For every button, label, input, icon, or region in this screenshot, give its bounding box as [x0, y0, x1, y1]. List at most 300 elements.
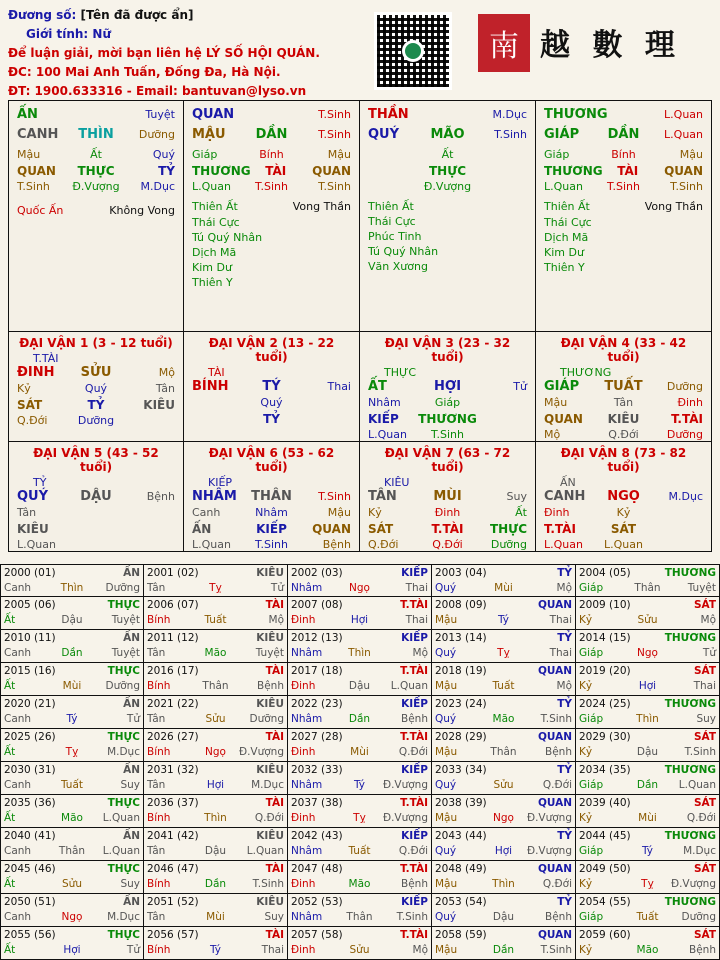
year-branch: Tý: [66, 713, 78, 725]
year-state: Thai: [405, 582, 428, 594]
year-cell[interactable]: [432, 762, 576, 795]
hidden-stem: Nhâm: [255, 506, 288, 519]
year-cell[interactable]: [144, 861, 288, 894]
year-stem: Mậu: [435, 746, 458, 758]
hidden-state: Bệnh: [322, 538, 351, 551]
year-state: Q.Đới: [686, 812, 716, 824]
contact-line-1: Để luận giải, mời bạn liên hệ LÝ SỐ HỘI QUÁN.: [8, 46, 320, 60]
year-state: Tử: [126, 713, 140, 725]
year-god: TÀI: [265, 665, 284, 677]
year-cell[interactable]: [288, 597, 432, 630]
daivan-god-top: TÀI: [208, 366, 225, 379]
hidden-stem: Mậu: [679, 148, 703, 161]
year-cell[interactable]: [432, 894, 576, 927]
hidden-god: THỰC: [489, 522, 527, 536]
hidden-state: [474, 427, 527, 443]
year-cell[interactable]: [144, 795, 288, 828]
hidden-god: ẤN: [192, 522, 212, 536]
year-god: TỶ: [557, 830, 572, 842]
year-branch: Tý: [497, 614, 509, 626]
hidden-stem: Giáp: [434, 396, 461, 409]
daivan-title: ĐẠI VẬN 5 (43 - 52 tuổi): [33, 446, 159, 474]
year-branch: Ngọ: [349, 582, 370, 594]
hidden-state: Đ.Vượng: [72, 180, 120, 193]
hidden-god: TỶ: [263, 412, 280, 426]
hidden-stem: [474, 395, 527, 411]
hidden-god: [474, 163, 527, 179]
hidden-state: [70, 537, 123, 553]
year-state: Đ.Vượng: [382, 779, 428, 791]
year-cell[interactable]: [576, 795, 720, 828]
hidden-stem: Quý: [84, 382, 108, 395]
hidden-stem: Bính: [611, 148, 636, 161]
pillar-state: T.Sinh: [318, 128, 351, 141]
star-item: Kim Dư: [192, 261, 232, 274]
year-label: 2048 (49): [435, 863, 487, 875]
year-state: Q.Đới: [254, 812, 284, 824]
hidden-state: T.Sinh: [255, 538, 288, 551]
year-god: T.TÀI: [400, 929, 428, 941]
hidden-stem: Quý: [152, 148, 175, 161]
year-cell[interactable]: [432, 927, 576, 960]
year-label: 2044 (45): [579, 830, 631, 842]
year-cell[interactable]: [0, 729, 144, 762]
pillar-day: [184, 100, 360, 332]
year-cell[interactable]: [0, 861, 144, 894]
hidden-god: T.TÀI: [431, 522, 464, 536]
hidden-god: KIẾP: [368, 412, 399, 426]
year-cell[interactable]: [432, 795, 576, 828]
year-label: 2056 (57): [147, 929, 199, 941]
year-state: Q.Đới: [398, 845, 428, 857]
year-state: L.Quan: [390, 680, 428, 692]
year-branch: Dần: [204, 878, 227, 890]
pillar-branch: MÃO: [430, 127, 465, 142]
year-stem: Kỷ: [579, 680, 593, 692]
year-state: Mộ: [412, 944, 428, 956]
year-god: ẤN: [123, 896, 140, 908]
year-stem: Nhâm: [291, 713, 323, 725]
year-label: 2021 (22): [147, 698, 199, 710]
year-god: THỰC: [107, 731, 140, 743]
year-branch: Thân: [634, 582, 661, 594]
year-branch: Sửu: [62, 878, 82, 890]
year-cell[interactable]: [432, 630, 576, 663]
year-label: 2058 (59): [435, 929, 487, 941]
year-state: Suy: [120, 779, 140, 791]
year-branch: Dậu: [204, 845, 227, 857]
year-god: SÁT: [693, 863, 716, 875]
year-cell[interactable]: [144, 828, 288, 861]
pillar-branch: DẦN: [607, 127, 640, 142]
daivan-title: ĐẠI VẬN 4 (33 - 42 tuổi): [560, 336, 687, 364]
year-god: TỶ: [557, 567, 572, 579]
year-state: Tuyệt: [255, 647, 284, 659]
hidden-stem: [650, 505, 703, 521]
year-cell[interactable]: [0, 762, 144, 795]
hidden-stem: [474, 147, 527, 163]
year-state: Dưỡng: [249, 713, 284, 725]
year-cell[interactable]: [0, 630, 144, 663]
year-state: T.Sinh: [540, 944, 572, 956]
year-cell[interactable]: [288, 894, 432, 927]
hidden-god: KIÊU: [607, 412, 640, 426]
year-stem: Mậu: [435, 614, 458, 626]
year-god: THỰC: [107, 599, 140, 611]
year-cell[interactable]: [288, 927, 432, 960]
year-label: 2019 (20): [579, 665, 631, 677]
daivan-god-top: THƯƠNG: [560, 366, 612, 379]
year-cell[interactable]: [576, 927, 720, 960]
hidden-state: Dưỡng: [490, 538, 527, 551]
year-table: [0, 564, 720, 960]
year-branch: Tuất: [348, 845, 371, 857]
star-item: Kim Dư: [544, 246, 584, 259]
hidden-stem: Tân: [613, 396, 634, 409]
hidden-stem: Canh: [192, 506, 221, 519]
daivan-row-1: [8, 332, 712, 442]
year-label: 2004 (05): [579, 567, 631, 579]
hidden-state: Dưỡng: [77, 414, 115, 427]
year-cell[interactable]: [432, 663, 576, 696]
year-label: 2042 (43): [291, 830, 343, 842]
hidden-stem: Ất: [441, 148, 454, 161]
year-branch: Mão: [636, 944, 659, 956]
year-cell[interactable]: [432, 861, 576, 894]
hidden-god: [298, 411, 351, 427]
year-cell[interactable]: [0, 564, 144, 597]
year-cell[interactable]: [576, 564, 720, 597]
year-cell[interactable]: [144, 762, 288, 795]
year-label: 2034 (35): [579, 764, 631, 776]
year-god: THỰC: [107, 863, 140, 875]
year-label: 2052 (53): [291, 896, 343, 908]
hidden-god: THƯƠNG: [418, 412, 477, 426]
pillar-extra-mid: Vong Thần: [644, 200, 703, 213]
year-state: Suy: [696, 713, 716, 725]
year-label: 2011 (12): [147, 632, 199, 644]
hidden-stem: Mậu: [544, 396, 568, 409]
year-stem: Bính: [147, 614, 171, 626]
year-cell[interactable]: [576, 630, 720, 663]
year-stem: Bính: [147, 746, 171, 758]
daivan-stem: GIÁP: [544, 379, 580, 394]
year-cell[interactable]: [144, 729, 288, 762]
year-label: 2005 (06): [4, 599, 56, 611]
hidden-god: [368, 163, 421, 179]
year-cell[interactable]: [288, 795, 432, 828]
year-state: T.Sinh: [540, 713, 572, 725]
year-stem: Quý: [435, 845, 457, 857]
year-stem: Đinh: [291, 878, 316, 890]
pillar-extra-mid: Vong Thần: [292, 200, 351, 213]
hidden-state: Q.Đới: [432, 538, 463, 551]
year-god: KIẾP: [401, 764, 428, 776]
year-god: QUAN: [537, 599, 572, 611]
year-stem: Mậu: [435, 812, 458, 824]
year-cell[interactable]: [432, 828, 576, 861]
year-stem: Tân: [147, 845, 166, 857]
year-cell[interactable]: [288, 696, 432, 729]
year-branch: Mùi: [638, 812, 657, 824]
year-label: 2055 (56): [4, 929, 56, 941]
year-god: T.TÀI: [400, 731, 428, 743]
year-label: 2015 (16): [4, 665, 56, 677]
year-cell[interactable]: [432, 597, 576, 630]
hidden-state: [368, 179, 421, 195]
year-label: 2009 (10): [579, 599, 631, 611]
year-god: KIẾP: [401, 632, 428, 644]
star-list: [544, 199, 703, 275]
hidden-god: TỶ: [87, 398, 105, 412]
daivan-block: [360, 442, 536, 552]
star-item: Thiên Ất: [192, 200, 238, 213]
daivan-stem: NHÂM: [192, 489, 237, 504]
year-cell[interactable]: [144, 630, 288, 663]
year-row: [0, 861, 720, 894]
year-branch: Thìn: [492, 878, 515, 890]
year-row: [0, 927, 720, 960]
year-cell[interactable]: [288, 729, 432, 762]
year-cell[interactable]: [144, 894, 288, 927]
pillar-god-top: THẦN: [368, 107, 409, 122]
year-state: Đ.Vượng: [526, 812, 572, 824]
year-cell[interactable]: [0, 828, 144, 861]
daivan-state: Mộ: [158, 366, 175, 379]
hidden-stem: [298, 395, 351, 411]
hidden-state: L.Quan: [17, 538, 56, 551]
year-stem: Mậu: [435, 680, 458, 692]
hidden-stem: Ất: [515, 506, 527, 519]
year-state: Đ.Vượng: [526, 845, 572, 857]
year-branch: Mùi: [494, 582, 513, 594]
year-branch: Tý: [353, 779, 365, 791]
pillar-state: L.Quan: [664, 128, 703, 141]
year-cell[interactable]: [144, 564, 288, 597]
year-label: 2007 (08): [291, 599, 343, 611]
daivan-state: Suy: [506, 490, 527, 503]
year-label: 2040 (41): [4, 830, 56, 842]
year-cell[interactable]: [288, 663, 432, 696]
year-cell[interactable]: [576, 861, 720, 894]
daivan-branch: THÂN: [251, 489, 292, 504]
year-god: THỰC: [107, 665, 140, 677]
daivan-title: ĐẠI VẬN 2 (13 - 22 tuổi): [208, 336, 335, 364]
year-label: 2057 (58): [291, 929, 343, 941]
year-cell[interactable]: [0, 927, 144, 960]
year-cell[interactable]: [576, 762, 720, 795]
daivan-state: Bệnh: [146, 490, 175, 503]
year-god: THƯƠNG: [664, 698, 716, 710]
year-branch: Dần: [61, 647, 83, 659]
hidden-god: QUAN: [312, 164, 351, 178]
year-god: TỶ: [557, 764, 572, 776]
year-state: Mộ: [268, 614, 284, 626]
year-cell[interactable]: [144, 927, 288, 960]
hidden-god: THỰC: [77, 164, 115, 178]
year-label: 2008 (09): [435, 599, 487, 611]
year-god: SÁT: [693, 599, 716, 611]
year-branch: Tý: [209, 944, 221, 956]
year-branch: Ngọ: [493, 812, 514, 824]
year-branch: Mão: [61, 812, 83, 824]
gender-value: Nữ: [92, 27, 112, 41]
year-branch: Sửu: [205, 713, 226, 725]
year-stem: Canh: [4, 713, 32, 725]
daivan-row-2: [8, 442, 712, 552]
year-branch: Ngọ: [61, 911, 83, 923]
year-state: Bệnh: [401, 878, 428, 890]
year-state: Tuyệt: [111, 647, 140, 659]
year-label: 2012 (13): [291, 632, 343, 644]
year-stem: Bính: [147, 878, 171, 890]
year-branch: Dậu: [61, 614, 83, 626]
year-cell[interactable]: [432, 696, 576, 729]
year-label: 2029 (30): [579, 731, 631, 743]
hidden-state: T.Sinh: [318, 180, 351, 193]
hidden-god: QUAN: [17, 164, 56, 178]
year-cell[interactable]: [576, 894, 720, 927]
pillar-stem: CANH: [17, 127, 59, 142]
hidden-god: QUAN: [312, 522, 351, 536]
year-branch: Mão: [348, 878, 371, 890]
year-label: 2013 (14): [435, 632, 487, 644]
brand-title: 越 數 理: [540, 28, 681, 63]
hidden-god: TỶ: [158, 164, 175, 178]
year-branch: Hợi: [206, 779, 225, 791]
hidden-stem: Đinh: [544, 506, 570, 519]
star-list: [368, 199, 527, 274]
year-cell[interactable]: [288, 630, 432, 663]
year-stem: Bính: [147, 680, 171, 692]
year-god: TÀI: [265, 863, 284, 875]
year-stem: Nhâm: [291, 582, 323, 594]
year-stem: Tân: [147, 582, 166, 594]
year-god: ẤN: [123, 764, 140, 776]
year-state: Tử: [270, 582, 284, 594]
daivan-block: [184, 442, 360, 552]
year-stem: Quý: [435, 582, 457, 594]
hidden-god: [650, 521, 703, 537]
year-branch: Tỵ: [497, 647, 510, 659]
daivan-branch: HỢI: [433, 379, 462, 394]
year-god: THỰC: [107, 797, 140, 809]
year-cell[interactable]: [0, 663, 144, 696]
year-cell[interactable]: [576, 828, 720, 861]
daivan-stem: ẤT: [368, 379, 387, 394]
year-state: Dưỡng: [681, 911, 716, 923]
year-god: QUAN: [537, 929, 572, 941]
star-item: Dịch Mã: [544, 231, 589, 244]
year-branch: Mùi: [206, 911, 225, 923]
year-branch: Thìn: [60, 582, 84, 594]
year-cell[interactable]: [0, 597, 144, 630]
year-state: Thai: [261, 944, 284, 956]
year-branch: Thìn: [348, 647, 371, 659]
year-cell[interactable]: [0, 894, 144, 927]
year-god: KIÊU: [256, 698, 284, 710]
hidden-state: T.Sinh: [255, 180, 288, 193]
year-cell[interactable]: [144, 696, 288, 729]
year-cell[interactable]: [144, 663, 288, 696]
year-cell[interactable]: [0, 795, 144, 828]
year-cell[interactable]: [432, 564, 576, 597]
pillar-hour: [8, 100, 184, 332]
year-cell[interactable]: [576, 729, 720, 762]
year-label: 2031 (32): [147, 764, 199, 776]
year-stem: Giáp: [579, 647, 604, 659]
year-label: 2006 (07): [147, 599, 199, 611]
hidden-stem: Kỷ: [17, 382, 31, 395]
year-cell[interactable]: [144, 597, 288, 630]
year-god: SÁT: [693, 797, 716, 809]
pillar-god-top: ẤN: [17, 107, 38, 122]
year-branch: Thân: [202, 680, 229, 692]
hidden-state: Q.Đới: [608, 428, 639, 441]
year-god: KIẾP: [401, 567, 428, 579]
year-branch: Dần: [636, 779, 659, 791]
year-stem: Đinh: [291, 812, 316, 824]
star-item: Thiên Ất: [368, 200, 414, 213]
year-label: 2047 (48): [291, 863, 343, 875]
daivan-god-top: T.TÀI: [33, 352, 59, 365]
hidden-stem: Mậu: [327, 148, 351, 161]
year-branch: Sửu: [637, 614, 658, 626]
daivan-state: T.Sinh: [318, 490, 351, 503]
year-branch: Dậu: [492, 911, 515, 923]
year-cell[interactable]: [288, 828, 432, 861]
year-label: 2039 (40): [579, 797, 631, 809]
year-label: 2035 (36): [4, 797, 56, 809]
year-label: 2016 (17): [147, 665, 199, 677]
pillar-state-top: L.Quan: [664, 108, 703, 121]
year-state: T.Sinh: [684, 746, 716, 758]
year-cell[interactable]: [576, 597, 720, 630]
hidden-stem: [368, 147, 421, 163]
year-state: Thai: [693, 680, 716, 692]
year-row: [0, 762, 720, 795]
hidden-stem: Nhâm: [368, 396, 401, 409]
year-cell[interactable]: [288, 861, 432, 894]
year-stem: Đinh: [291, 746, 316, 758]
year-cell[interactable]: [576, 663, 720, 696]
daivan-branch: SỬU: [80, 365, 112, 380]
hidden-stem: [70, 505, 123, 521]
year-branch: Tuất: [204, 614, 227, 626]
year-state: Mộ: [556, 582, 572, 594]
year-stem: Nhâm: [291, 845, 323, 857]
year-cell[interactable]: [576, 696, 720, 729]
year-label: 2022 (23): [291, 698, 343, 710]
year-stem: Nhâm: [291, 911, 323, 923]
pillar-stem: QUÝ: [368, 127, 400, 142]
daivan-block: [536, 442, 712, 552]
year-state: Bệnh: [257, 680, 284, 692]
daivan-god-top: ẤN: [560, 476, 576, 489]
hidden-state: Q.Đới: [17, 414, 48, 427]
year-stem: Kỷ: [579, 944, 593, 956]
year-cell[interactable]: [432, 729, 576, 762]
year-stem: Kỷ: [579, 614, 593, 626]
year-cell[interactable]: [288, 762, 432, 795]
year-row: [0, 597, 720, 630]
year-cell[interactable]: [0, 696, 144, 729]
year-stem: Mậu: [435, 878, 458, 890]
star-item: Văn Xương: [368, 260, 428, 273]
year-cell[interactable]: [288, 564, 432, 597]
contact-line-2: ĐC: 100 Mai Anh Tuấn, Đống Đa, Hà Nội.: [8, 65, 281, 79]
year-state: Thai: [549, 647, 572, 659]
